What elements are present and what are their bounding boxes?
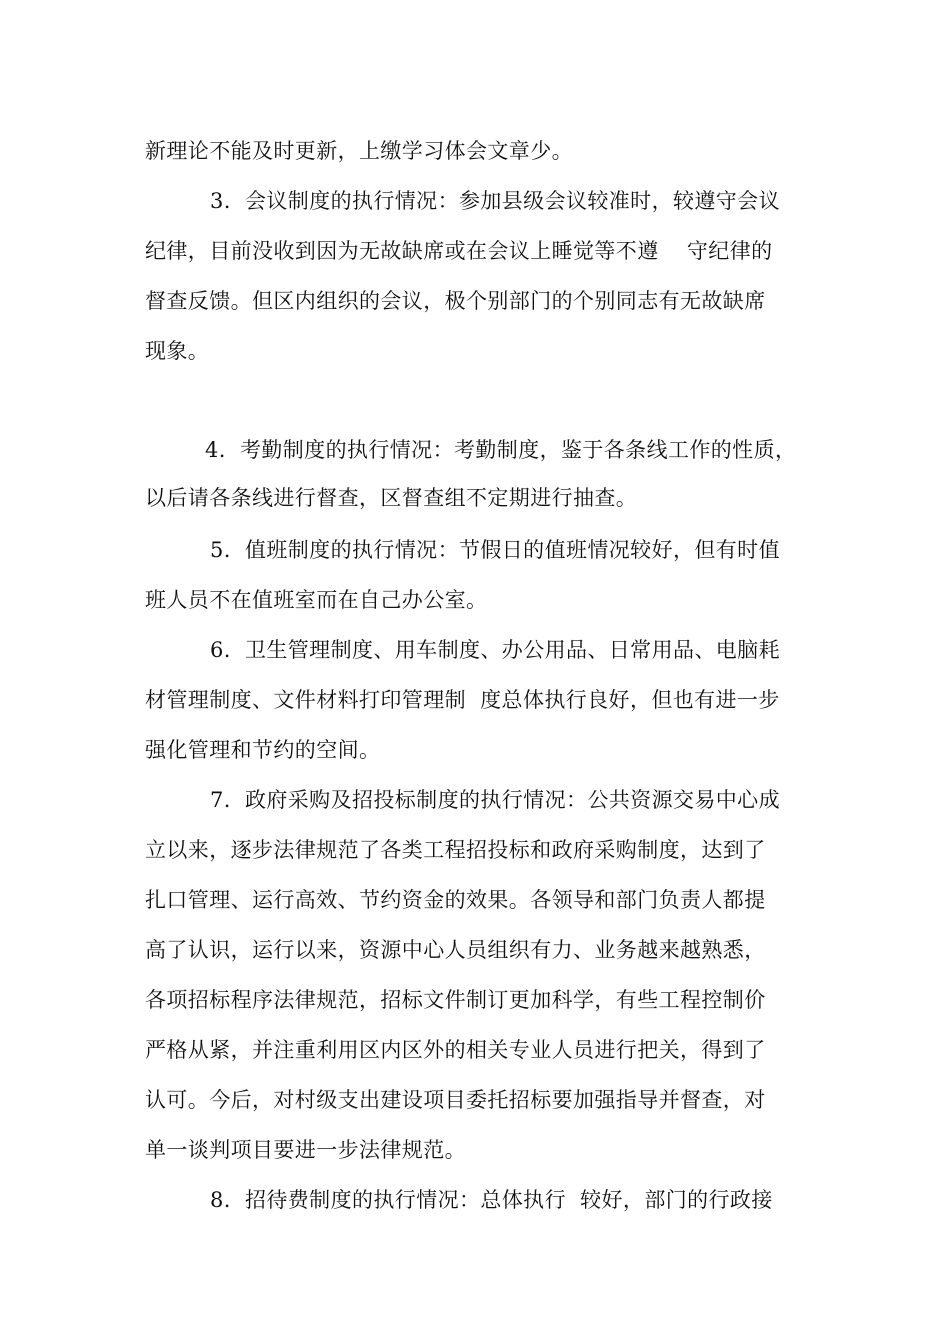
text-line: 以后请各条线进行督查，区督查组不定期进行抽查。 (145, 486, 638, 510)
text-line: 立以来，逐步法律规范了各类工程招投标和政府采购制度，达到了 (145, 838, 766, 862)
text-line: 认可。今后，对村级支出建设项目委托招标要加强指导并督查，对 (145, 1088, 766, 1112)
text-line: 高了认识，运行以来，资源中心人员组织有力、业务越来越熟悉， (145, 938, 766, 962)
text-line: 严格从紧，并注重利用区内区外的相关专业人员进行把关，得到了 (145, 1038, 766, 1062)
paragraph-7-first-line: 7. 政府采购及招投标制度的执行情况：公共资源交易中心成 (210, 788, 780, 812)
paragraph-5-first-line: 5. 值班制度的执行情况：节假日的值班情况较好，但有时值 (210, 538, 780, 562)
text-line: 纪律，目前没收到因为无故缺席或在会议上睡觉等不遵 守纪律的 (145, 239, 773, 263)
text-line: 督查反馈。但区内组织的会议，极个别部门的个别同志有无故缺席 (145, 289, 766, 313)
text-line: 班人员不在值班室而在自己办公室。 (145, 588, 488, 612)
text-line: 扎口管理、运行高效、节约资金的效果。各领导和部门负责人都提 (145, 888, 766, 912)
paragraph-6-first-line: 6. 卫生管理制度、用车制度、办公用品、日常用品、电脑耗 (210, 638, 780, 662)
paragraph-3-first-line: 3. 会议制度的执行情况：参加县级会议较准时，较遵守会议 (210, 189, 780, 213)
text-line: 各项招标程序法律规范，招标文件制订更加科学，有些工程控制价 (145, 988, 766, 1012)
paragraph-8-first-line: 8. 招待费制度的执行情况：总体执行 较好，部门的行政接 (210, 1188, 773, 1212)
text-line: 材管理制度、文件材料打印管理制 度总体执行良好，但也有进一步 (145, 688, 780, 712)
text-line: 单一谈判项目要进一步法律规范。 (145, 1138, 466, 1162)
paragraph-4-first-line: 4. 考勤制度的执行情况：考勤制度，鉴于各条线工作的性质， (205, 438, 797, 462)
text-line: 新理论不能及时更新，上缴学习体会文章少。 (145, 139, 573, 163)
text-line: 强化管理和节约的空间。 (145, 738, 381, 762)
text-line: 现象。 (145, 339, 210, 363)
